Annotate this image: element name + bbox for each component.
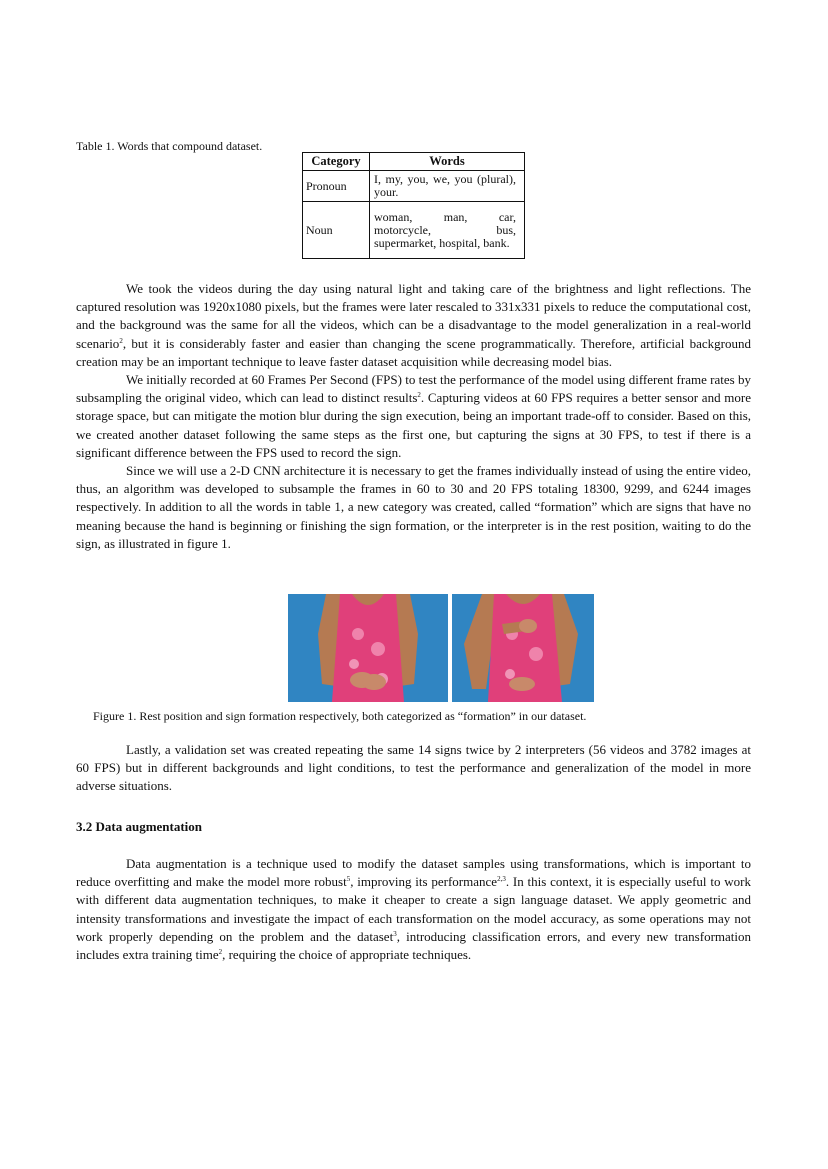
citation: 2,3 xyxy=(497,875,506,884)
table-row xyxy=(303,171,525,202)
citation: 2 xyxy=(119,336,123,345)
table-header-category: Category xyxy=(303,153,370,171)
citation: 2 xyxy=(218,948,223,957)
rest-position-illustration xyxy=(288,594,448,702)
table-header-words: Words xyxy=(370,153,525,171)
citation: 2 xyxy=(417,391,421,400)
figure-photo-rest-position xyxy=(288,594,448,702)
table-caption: Table 1. Words that compound dataset. xyxy=(76,139,263,153)
body-section-dataset xyxy=(76,280,751,553)
table-cell-category: Noun xyxy=(303,202,370,259)
sign-formation-illustration xyxy=(452,594,594,702)
figure-caption: Figure 1. Rest position and sign formation respectively, both categorized as “formation” in our dataset. xyxy=(93,709,587,723)
citation: 3 xyxy=(393,929,397,938)
paragraph: Data augmentation is a technique used to modify the dataset samples using transformations, which is important to reduce overfitting and make the model more robust$^5$, improving its performance$^{2,3}$. In this context, it is especially useful to work with different data augmentation techniques, to make it cheaper to create a sign language dataset. We apply geometric and intensity transformations and investigate the impact of each transformation on the model accuracy, as some operations may not work properly depending on the problem and the dataset$^3$, introducing classification errors, and every new transformation includes extra training time$^2$, requiring the choice of appropriate techniques. xyxy=(76,856,752,963)
table-cell-words: woman, man, car, motorcycle, bus, supermarket, hospital, bank. xyxy=(370,202,525,259)
body-section-augmentation xyxy=(76,855,751,964)
paragraph: We initially recorded at 60 Frames Per Second (FPS) to test the performance of the model using different frame rates by subsampling the original video, which can lead to distinct results$^2$. Capturing videos at 60 FPS requires a better sensor and more storage space, but can mitigate the motion blur during the sign execution, being an important trade-off to consider. Based on this, we created another dataset following the same steps as the first one, but capturing the signs at 30 FPS, to test if there is a significant difference between the FPS used to record the sign. xyxy=(76,372,751,460)
words-table xyxy=(302,152,525,259)
table-cell-words: I, my, you, we, you (plural), your. xyxy=(370,171,525,202)
table-header-row xyxy=(303,153,525,171)
body-section-validation xyxy=(76,741,751,796)
figure-photo-sign-formation xyxy=(452,594,594,702)
table-cell-category: Pronoun xyxy=(303,171,370,202)
paragraph: Since we will use a 2-D CNN architecture it is necessary to get the frames individually instead of using the entire video, thus, an algorithm was developed to subsample the frames in 60 to 30 and 20 FPS totaling 18300, 9299, and 6244 images respectively. In addition to all the words in table 1, a new category was created, called “formation” which are signs that have no meaning because the hand is beginning or finishing the sign formation, or the interpreter is in the rest position, waiting to do the sign, as illustrated in figure 1. xyxy=(76,463,751,551)
table-row xyxy=(303,202,525,259)
paragraph: Lastly, a validation set was created repeating the same 14 signs twice by 2 interpreters (56 videos and 3782 images at 60 FPS) but in different backgrounds and light conditions, to test the performance and generalization of the model in more adverse situations. xyxy=(76,742,751,794)
paragraph: We took the videos during the day using natural light and taking care of the brightness and light reflections. The captured resolution was 1920x1080 pixels, but the frames were later rescaled to 331x331 pixels to reduce the computational cost, and the background was the same for all the videos, which can be a disadvantage to the model generalization in a real-world scenario$^2$, but it is considerably faster and easier than changing the scene programmatically. Therefore, artificial background creation may be an important technique to leave faster dataset acquisition while decreasing model bias. xyxy=(76,281,751,369)
section-heading: 3.2 Data augmentation xyxy=(76,819,203,834)
citation: 5 xyxy=(346,875,351,884)
